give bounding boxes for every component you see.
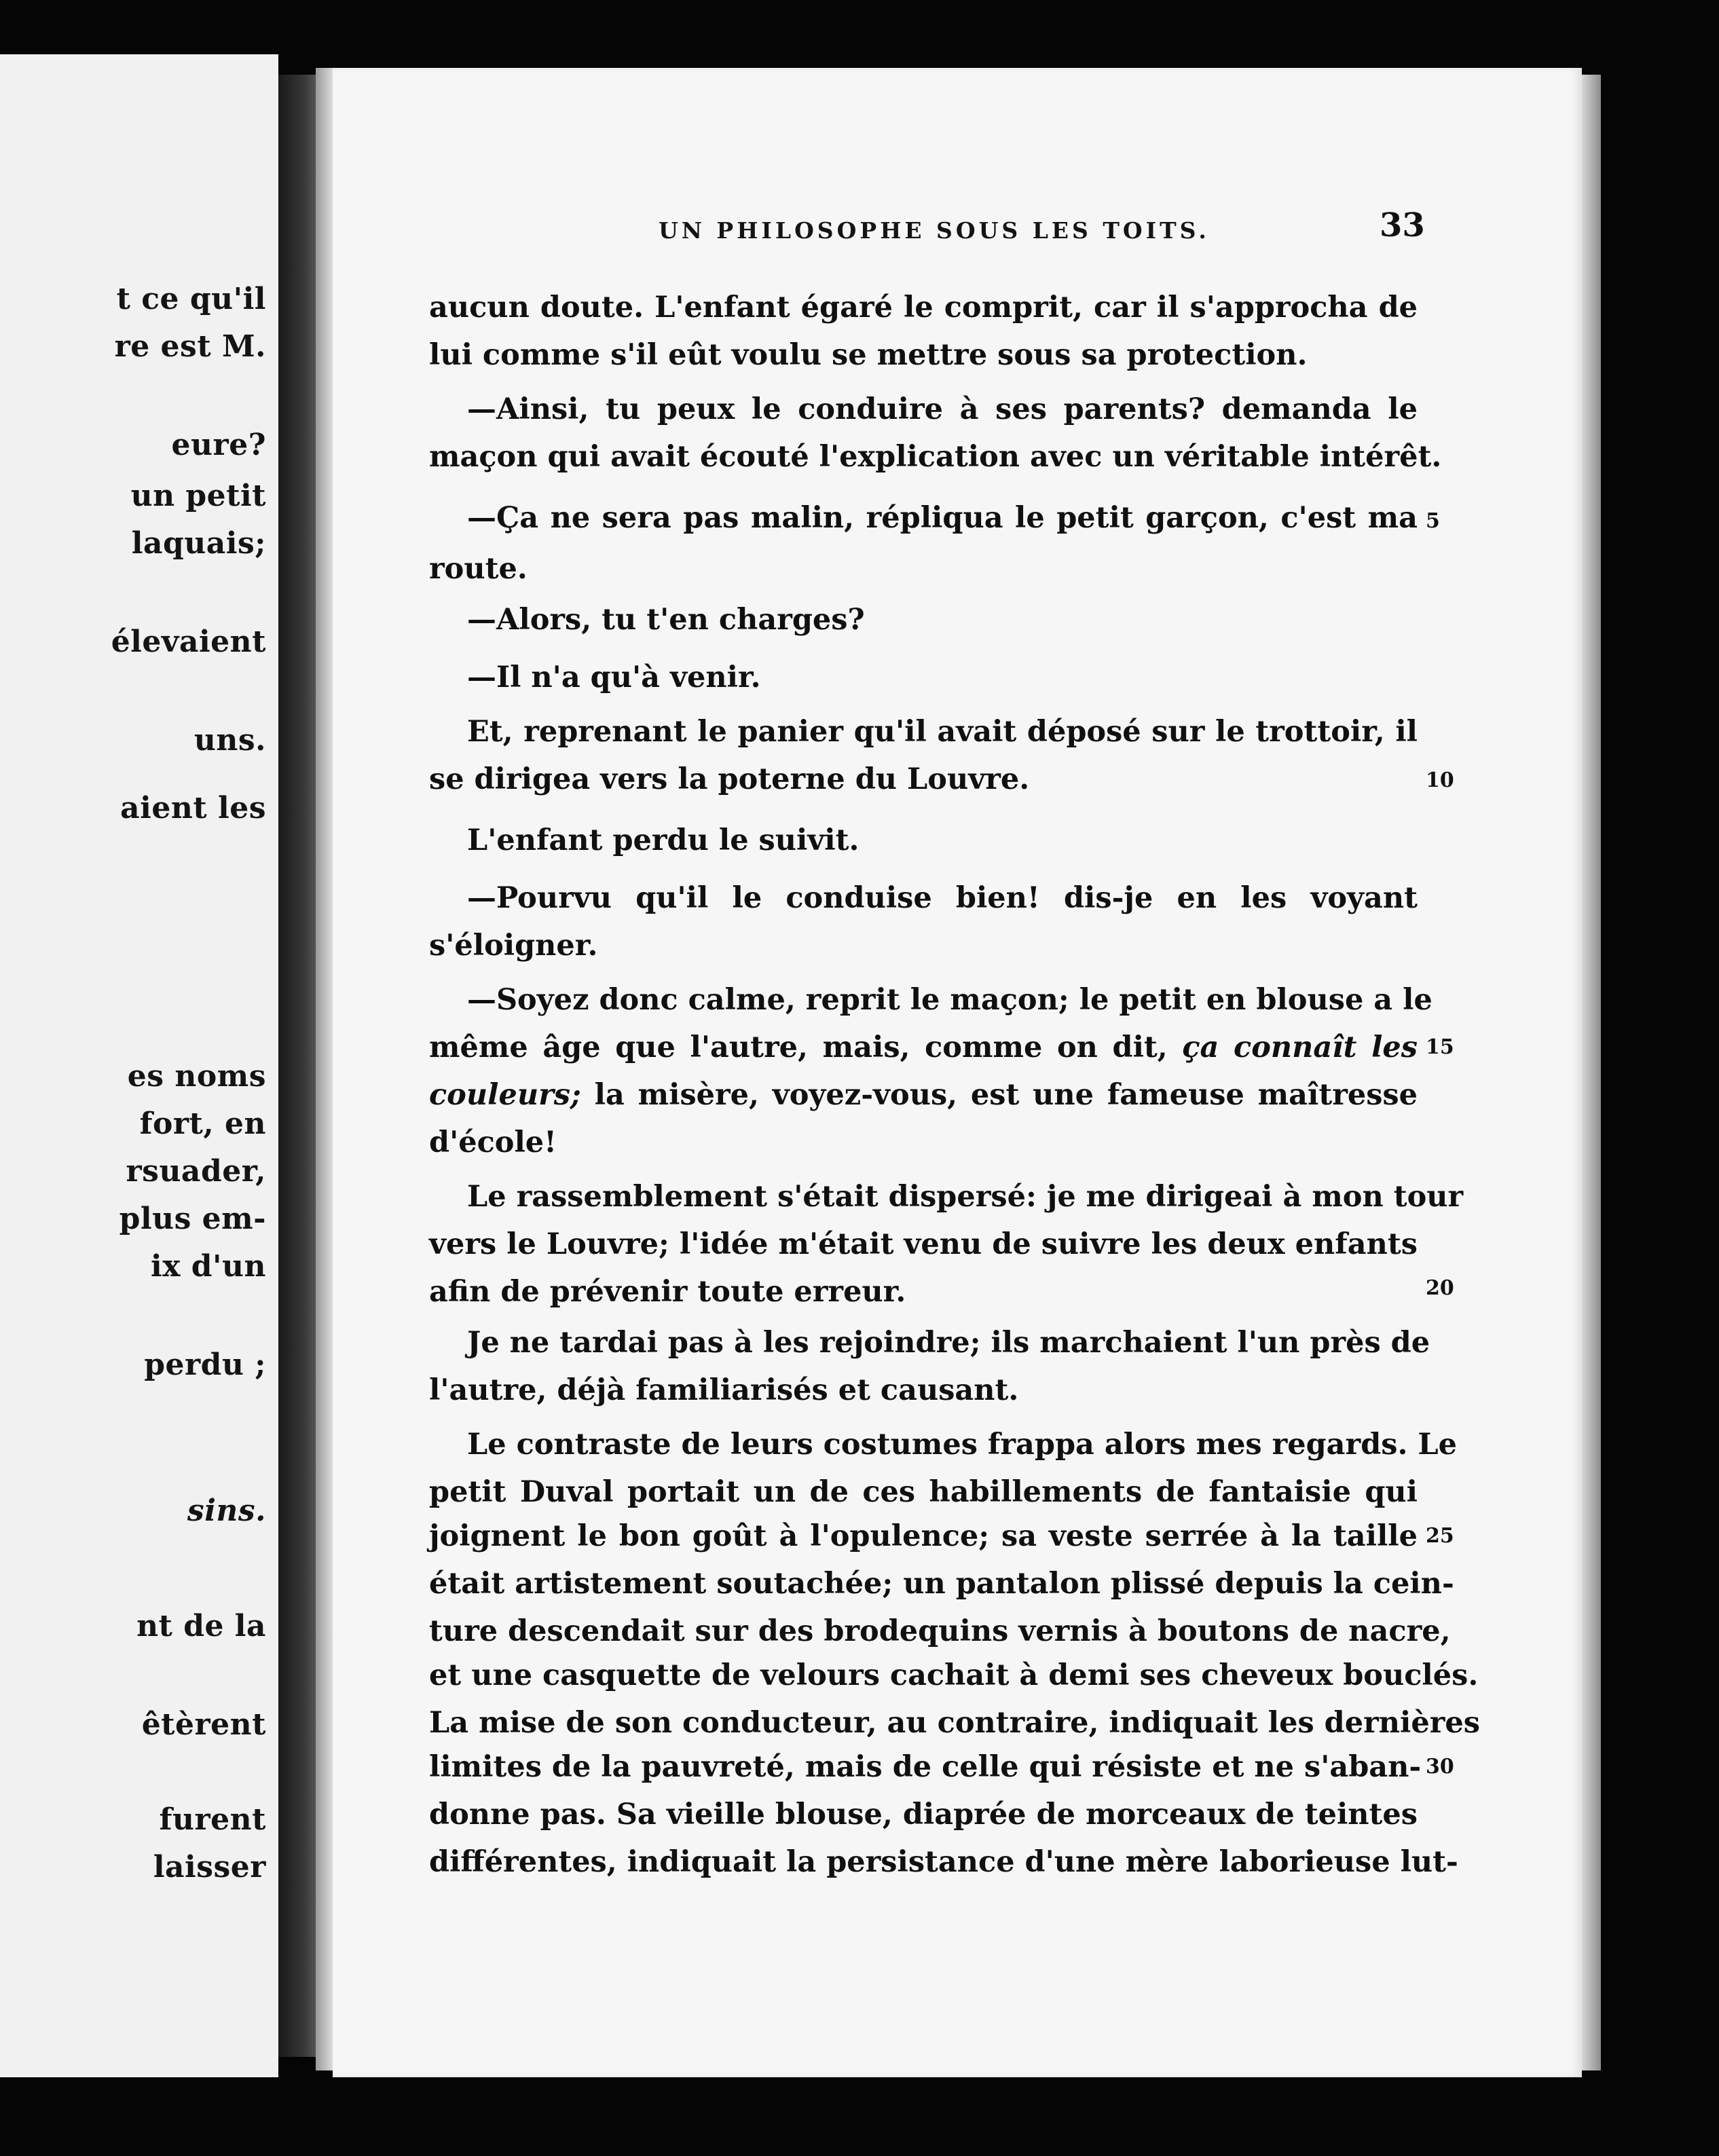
text-line: l'autre, déjà familiarisés et causant.	[429, 1373, 1019, 1407]
text-line: donne pas. Sa vieille blouse, diaprée de morceaux de teintes	[429, 1798, 1418, 1832]
left-fragment: un petit	[130, 479, 266, 513]
text-line	[429, 1028, 1418, 1066]
left-fragment: fort, en	[139, 1107, 266, 1141]
text-line: —Pourvu qu'il le conduise bien! dis-je en les voyant	[467, 881, 1418, 915]
left-fragment: laquais;	[131, 526, 266, 561]
left-fragment: aient les	[120, 791, 266, 825]
page-number: 33	[1380, 206, 1425, 244]
text-line: s'éloigner.	[429, 929, 598, 963]
text-span: même âge que l'autre, mais, comme on dit,	[429, 1030, 1168, 1064]
text-line: d'école!	[429, 1126, 557, 1159]
running-title: UN PHILOSOPHE SOUS LES TOITS.	[659, 217, 1210, 244]
text-line: afin de prévenir toute erreur.	[429, 1275, 906, 1309]
left-fragment: nt de la	[136, 1609, 266, 1643]
book-gutter	[278, 75, 316, 2057]
left-fragment: ix d'un	[151, 1249, 266, 1284]
left-fragment: re est M.	[114, 329, 266, 364]
text-line: —Ainsi, tu peux le conduire à ses parents? demanda le	[467, 392, 1418, 426]
text-line: Le rassemblement s'était dispersé: je me dirigeai à mon tour	[467, 1180, 1464, 1214]
text-line: maçon qui avait écouté l'explication avec un véritable intérêt.	[429, 440, 1442, 474]
left-page-text	[0, 54, 278, 2077]
italic-phrase: ça connaît les	[1182, 1030, 1418, 1064]
line-number: 15	[1426, 1035, 1454, 1059]
italic-phrase: couleurs;	[429, 1078, 581, 1112]
left-fragment: laisser	[153, 1850, 266, 1884]
left-fragment: sins.	[187, 1493, 266, 1528]
left-fragment: es noms	[127, 1059, 266, 1094]
left-fragment: t ce qu'il	[116, 282, 266, 316]
text-line: était artistement soutachée; un pantalon plissé depuis la cein-	[429, 1567, 1454, 1601]
text-line: L'enfant perdu le suivit.	[467, 823, 860, 857]
text-line: —Soyez donc calme, reprit le maçon; le petit en blouse a le	[467, 983, 1432, 1017]
text-line: La mise de son conducteur, au contraire, indiquait les dernières	[429, 1706, 1480, 1740]
line-number: 30	[1426, 1755, 1454, 1779]
text-line: et une casquette de velours cachait à demi ses cheveux bouclés.	[429, 1658, 1479, 1692]
text-line: petit Duval portait un de ces habillements de fantaisie qui	[429, 1475, 1418, 1509]
text-line: vers le Louvre; l'idée m'était venu de suivre les deux enfants	[429, 1227, 1418, 1261]
text-line: Et, reprenant le panier qu'il avait déposé sur le trottoir, il	[467, 715, 1418, 749]
text-line: différentes, indiquait la persistance d'une mère laborieuse lut-	[429, 1845, 1458, 1879]
left-fragment: uns.	[193, 723, 266, 758]
line-number: 25	[1426, 1524, 1454, 1548]
text-line: se dirigea vers la poterne du Louvre.	[429, 762, 1030, 796]
text-line	[429, 1076, 1418, 1114]
left-fragment: perdu ;	[144, 1348, 266, 1382]
left-facing-page	[0, 54, 278, 2077]
text-line: —Ça ne sera pas malin, répliqua le petit garçon, c'est ma	[467, 501, 1418, 535]
text-line: lui comme s'il eût voulu se mettre sous sa protection.	[429, 338, 1308, 372]
left-fragment: furent	[159, 1802, 266, 1837]
line-number: 10	[1426, 768, 1454, 792]
text-line: Le contraste de leurs costumes frappa alors mes regards. Le	[467, 1428, 1458, 1462]
text-line: joignent le bon goût à l'opulence; sa veste serrée à la taille	[429, 1519, 1418, 1553]
line-number: 5	[1426, 509, 1440, 533]
text-line: —Alors, tu t'en charges?	[467, 603, 865, 637]
text-line: aucun doute. L'enfant égaré le comprit, car il s'approcha de	[429, 291, 1418, 324]
line-number: 20	[1426, 1276, 1454, 1300]
text-line: —Il n'a qu'à venir.	[467, 661, 761, 694]
page-edge	[1582, 75, 1601, 2070]
text-span: la misère, voyez-vous, est une fameuse maîtresse	[594, 1078, 1418, 1112]
left-fragment: plus em-	[119, 1202, 266, 1236]
left-fragment: élevaient	[111, 625, 266, 659]
left-fragment: eure?	[171, 428, 266, 462]
text-line: ture descendait sur des brodequins vernis à boutons de nacre,	[429, 1614, 1451, 1648]
left-fragment: rsuader,	[126, 1154, 266, 1189]
text-line: limites de la pauvreté, mais de celle qui résiste et ne s'aban-	[429, 1750, 1422, 1784]
left-fragment: êtèrent	[141, 1707, 266, 1742]
text-line: Je ne tardai pas à les rejoindre; ils marchaient l'un près de	[467, 1326, 1430, 1360]
text-line: route.	[429, 552, 528, 586]
